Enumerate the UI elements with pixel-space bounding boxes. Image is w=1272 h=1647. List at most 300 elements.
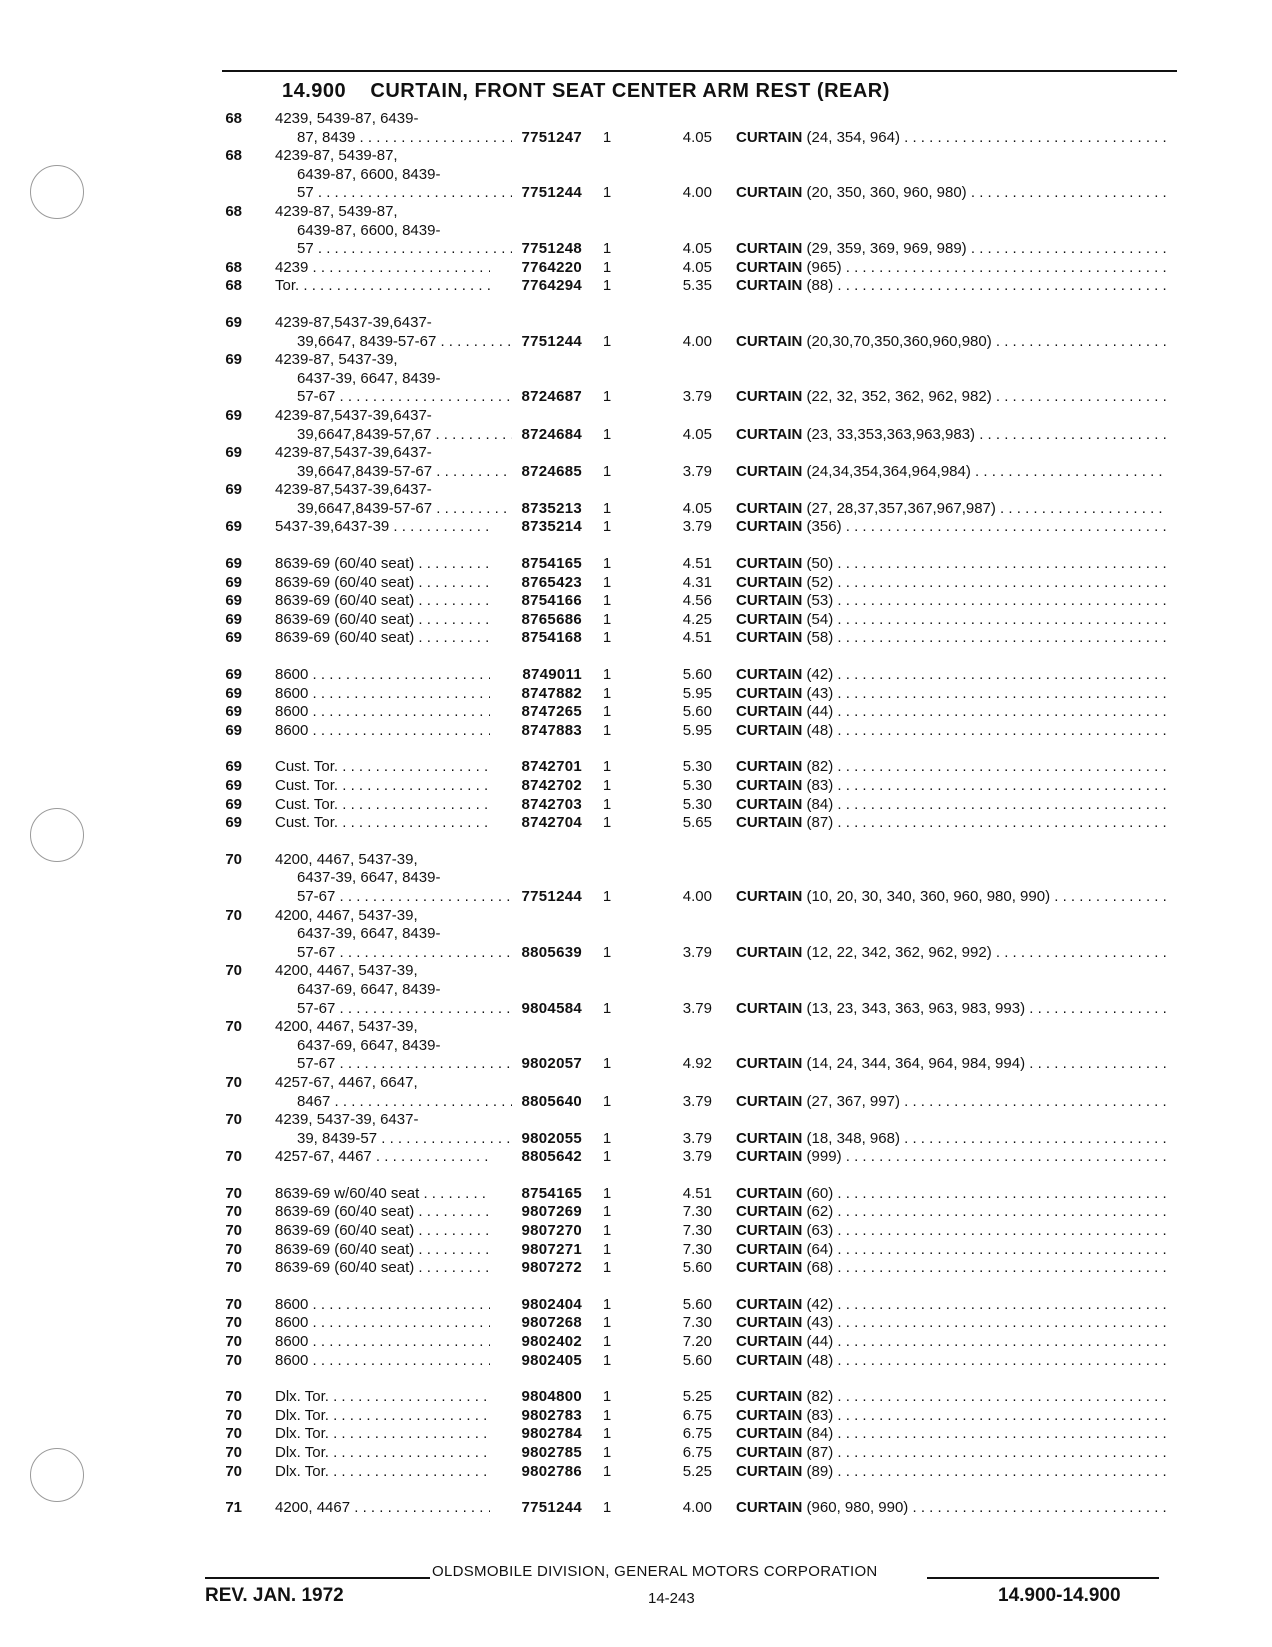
price-cell: 5.60 (682, 703, 712, 721)
table-row (0, 1037, 1272, 1056)
model-cell: 39, 8439-57 . . . (297, 1130, 512, 1149)
price-cell: 4.00 (682, 332, 712, 350)
part-number-cell: 8749011 (522, 666, 582, 684)
description-name: CURTAIN (736, 1351, 803, 1369)
year-cell: 70 (225, 962, 242, 980)
description-name: CURTAIN (736, 555, 803, 573)
group-spacer (0, 648, 1272, 666)
description-cell (736, 758, 1166, 777)
description-cell (736, 592, 1166, 611)
price-cell: 5.60 (682, 1259, 712, 1277)
year-cell: 69 (225, 684, 242, 702)
description-cell (736, 666, 1166, 685)
description-codes: (13, 23, 343, 363, 963, 983, 993) . . . (802, 1000, 1166, 1017)
quantity-cell: 1 (602, 795, 612, 813)
year-cell: 70 (225, 1148, 242, 1166)
price-cell: 4.51 (682, 555, 712, 573)
year-cell: 69 (225, 703, 242, 721)
price-cell: 4.25 (682, 610, 712, 628)
description-name: CURTAIN (736, 1333, 803, 1351)
description-cell (736, 944, 1166, 963)
year-cell: 69 (225, 555, 242, 573)
price-cell: 6.75 (682, 1444, 712, 1461)
section-range: 14.900-14.900 (998, 1585, 1121, 1606)
description-codes: (29, 359, 369, 969, 989) . . . (802, 240, 1166, 257)
price-cell: 5.65 (682, 814, 712, 832)
description-codes: (88) . . . (802, 277, 1166, 294)
description-name: CURTAIN (736, 703, 803, 721)
table-row (0, 962, 1272, 981)
price-cell: 4.56 (682, 592, 712, 610)
description-cell (736, 1444, 1166, 1463)
model-cell: Dlx. Tor. . . . (275, 1463, 490, 1482)
table-row (0, 1388, 1272, 1407)
part-number-cell: 7751247 (521, 128, 582, 146)
description-name: CURTAIN (736, 1055, 803, 1073)
table-row (0, 1463, 1272, 1482)
price-cell: 5.35 (682, 277, 712, 295)
part-number-cell: 8724687 (521, 388, 582, 406)
footer-rule-left (205, 1577, 430, 1579)
description-cell (736, 574, 1166, 593)
group-spacer (0, 1481, 1272, 1499)
year-cell: 71 (225, 1499, 242, 1517)
description-name: CURTAIN (736, 1148, 803, 1166)
part-number-cell: 8742703 (521, 795, 582, 813)
part-number-cell: 8754166 (521, 592, 582, 610)
model-cell: 4200, 4467, 5437-39, (275, 850, 418, 868)
quantity-cell: 1 (602, 332, 612, 350)
description-name: CURTAIN (736, 573, 803, 591)
description-name: CURTAIN (736, 128, 803, 146)
description-cell (736, 888, 1166, 907)
part-number-cell: 8742704 (521, 814, 582, 832)
model-cell: 8639-69 (60/40 seat) . . . (275, 592, 490, 611)
price-cell: 3.79 (682, 943, 712, 961)
model-cell: 39,6647,8439-57,67 . . . (297, 426, 512, 445)
description-codes: (83) . . . (802, 1407, 1166, 1424)
description-cell (736, 1185, 1166, 1204)
quantity-cell: 1 (602, 518, 612, 536)
model-cell: 4200, 4467, 5437-39, (275, 962, 418, 980)
group-spacer (0, 740, 1272, 758)
model-cell: 8639-69 (60/40 seat) . . . (275, 1203, 490, 1222)
table-row (0, 1185, 1272, 1204)
quantity-cell: 1 (602, 1351, 612, 1369)
year-cell: 69 (225, 721, 242, 739)
description-cell (736, 518, 1166, 537)
description-codes: (64) . . . (802, 1241, 1166, 1258)
description-codes: (43) . . . (802, 685, 1166, 702)
price-cell: 5.30 (682, 777, 712, 794)
table-row (0, 592, 1272, 611)
part-number-cell: 8724684 (521, 425, 582, 443)
description-cell (736, 426, 1166, 445)
part-number-cell: 9802786 (521, 1462, 582, 1480)
description-codes: (999) . . . (802, 1148, 1166, 1165)
table-row (0, 555, 1272, 574)
model-cell: Tor. . . . (275, 277, 490, 296)
year-cell: 68 (225, 147, 242, 165)
quantity-cell: 1 (602, 1222, 612, 1240)
description-name: CURTAIN (736, 1203, 803, 1221)
year-cell: 70 (225, 1240, 242, 1258)
description-cell (736, 1055, 1166, 1074)
quantity-cell: 1 (602, 128, 612, 146)
model-cell: 8600 . . . (275, 722, 490, 741)
group-spacer (0, 1370, 1272, 1388)
part-number-cell: 8754168 (521, 629, 582, 647)
description-codes: (22, 32, 352, 362, 962, 982) . . . (802, 388, 1166, 405)
description-cell (736, 1407, 1166, 1426)
part-number-cell: 9807271 (521, 1240, 582, 1258)
parts-list (0, 110, 1272, 1518)
table-row (0, 1018, 1272, 1037)
quantity-cell: 1 (602, 1092, 612, 1110)
price-cell: 4.00 (682, 887, 712, 905)
year-cell: 69 (225, 610, 242, 628)
table-row (0, 1222, 1272, 1241)
part-number-cell: 9802785 (521, 1444, 582, 1461)
price-cell: 4.51 (682, 1184, 712, 1202)
quantity-cell: 1 (602, 758, 612, 776)
quantity-cell: 1 (602, 1499, 612, 1517)
description-codes: (23, 33,353,363,963,983) . . . (802, 426, 1166, 443)
table-row (0, 869, 1272, 888)
year-cell: 70 (225, 1295, 242, 1313)
description-cell (736, 1222, 1166, 1241)
description-name: CURTAIN (736, 1462, 803, 1480)
price-cell: 7.30 (682, 1203, 712, 1221)
description-codes: (82) . . . (802, 1388, 1166, 1405)
table-row (0, 574, 1272, 593)
description-cell (736, 1296, 1166, 1315)
quantity-cell: 1 (602, 814, 612, 832)
part-number-cell: 9802057 (521, 1055, 582, 1073)
description-codes: (60) . . . (802, 1185, 1166, 1202)
description-codes: (44) . . . (802, 703, 1166, 720)
model-cell: 8639-69 (60/40 seat) . . . (275, 555, 490, 574)
price-cell: 5.25 (682, 1462, 712, 1480)
year-cell: 70 (225, 1111, 242, 1129)
table-row (0, 1314, 1272, 1333)
year-cell: 69 (225, 666, 242, 684)
table-row (0, 184, 1272, 203)
part-number-cell: 9807272 (521, 1259, 582, 1277)
year-cell: 69 (225, 592, 242, 610)
description-name: CURTAIN (736, 666, 803, 684)
year-cell: 70 (225, 1073, 242, 1091)
table-row (0, 796, 1272, 815)
description-name: CURTAIN (736, 1092, 803, 1110)
description-name: CURTAIN (736, 795, 803, 813)
quantity-cell: 1 (602, 258, 612, 276)
model-cell: 4200, 4467, 5437-39, (275, 1018, 418, 1036)
quantity-cell: 1 (602, 573, 612, 591)
quantity-cell: 1 (602, 1203, 612, 1221)
description-name: CURTAIN (736, 1499, 803, 1517)
part-number-cell: 7764294 (521, 277, 582, 295)
description-name: CURTAIN (736, 814, 803, 832)
price-cell: 4.00 (682, 184, 712, 202)
year-cell: 69 (225, 814, 242, 832)
part-number-cell: 9807270 (521, 1222, 582, 1240)
part-number-cell: 9802405 (521, 1351, 582, 1369)
description-name: CURTAIN (736, 425, 803, 443)
table-row (0, 426, 1272, 445)
year-cell: 70 (225, 1462, 242, 1480)
table-row (0, 944, 1272, 963)
page-number: 14-243 (648, 1590, 695, 1607)
description-codes: (960, 980, 990) . . . (802, 1499, 1166, 1516)
price-cell: 5.60 (682, 666, 712, 684)
description-name: CURTAIN (736, 499, 803, 517)
description-cell (736, 611, 1166, 630)
model-cell: 8467 . . . (297, 1093, 512, 1112)
year-cell: 68 (225, 277, 242, 295)
year-cell: 69 (225, 777, 242, 794)
price-cell: 4.05 (682, 499, 712, 517)
table-row (0, 925, 1272, 944)
table-row (0, 851, 1272, 870)
description-codes: (27, 28,37,357,367,967,987) . . . (802, 500, 1166, 517)
description-cell (736, 722, 1166, 741)
description-name: CURTAIN (736, 518, 803, 536)
table-row (0, 1093, 1272, 1112)
price-cell: 3.79 (682, 1129, 712, 1147)
quantity-cell: 1 (602, 703, 612, 721)
description-name: CURTAIN (736, 1295, 803, 1313)
description-cell (736, 555, 1166, 574)
description-codes: (53) . . . (802, 592, 1166, 609)
description-codes: (63) . . . (802, 1222, 1166, 1239)
model-cell: 8600 . . . (275, 666, 490, 685)
model-cell: 4239-87,5437-39,6437- (275, 444, 432, 462)
part-number-cell: 9802404 (521, 1295, 582, 1313)
description-cell (736, 463, 1166, 482)
part-number-cell: 7751244 (521, 332, 582, 350)
header-rule (222, 70, 1177, 72)
description-codes: (27, 367, 997) . . . (802, 1093, 1166, 1110)
footer-rule-right (927, 1577, 1159, 1579)
year-cell: 70 (225, 1259, 242, 1277)
quantity-cell: 1 (602, 1184, 612, 1202)
description-cell (736, 1130, 1166, 1149)
part-number-cell: 8724685 (521, 462, 582, 480)
part-number-cell: 8805639 (521, 943, 582, 961)
model-cell: Dlx. Tor. . . . (275, 1425, 490, 1444)
part-number-cell: 7751244 (521, 887, 582, 905)
table-row (0, 1000, 1272, 1019)
price-cell: 4.92 (682, 1055, 712, 1073)
description-name: CURTAIN (736, 1425, 803, 1443)
year-cell: 70 (225, 1444, 242, 1461)
year-cell: 69 (225, 795, 242, 813)
quantity-cell: 1 (602, 1259, 612, 1277)
quantity-cell: 1 (602, 592, 612, 610)
part-number-cell: 8735213 (521, 499, 582, 517)
description-codes: (87) . . . (802, 814, 1166, 831)
price-cell: 6.75 (682, 1406, 712, 1424)
table-row (0, 518, 1272, 537)
part-number-cell: 7751244 (521, 184, 582, 202)
model-cell: 8600 . . . (275, 703, 490, 722)
year-cell: 70 (225, 1351, 242, 1369)
table-row (0, 777, 1272, 796)
section-title: CURTAIN, FRONT SEAT CENTER ARM REST (REAR) (370, 80, 890, 102)
table-row (0, 722, 1272, 741)
quantity-cell: 1 (602, 1314, 612, 1332)
price-cell: 7.30 (682, 1222, 712, 1240)
description-cell (736, 1203, 1166, 1222)
table-row (0, 166, 1272, 185)
quantity-cell: 1 (602, 777, 612, 794)
price-cell: 3.79 (682, 1092, 712, 1110)
table-row (0, 240, 1272, 259)
table-row (0, 1130, 1272, 1149)
year-cell: 69 (225, 351, 242, 369)
year-cell: 70 (225, 1018, 242, 1036)
description-cell (736, 1425, 1166, 1444)
description-cell (736, 685, 1166, 704)
description-codes: (50) . . . (802, 555, 1166, 572)
group-spacer (0, 296, 1272, 314)
price-cell: 7.30 (682, 1314, 712, 1332)
description-cell (736, 333, 1166, 352)
model-cell: 39,6647,8439-57-67 . . . (297, 500, 512, 519)
model-cell: 4239-87,5437-39,6437- (275, 313, 432, 331)
quantity-cell: 1 (602, 610, 612, 628)
table-row (0, 888, 1272, 907)
description-name: CURTAIN (736, 684, 803, 702)
part-number-cell: 8754165 (521, 1184, 582, 1202)
description-codes: (48) . . . (802, 1352, 1166, 1369)
table-row (0, 1148, 1272, 1167)
description-cell (736, 1000, 1166, 1019)
model-cell: 8639-69 w/60/40 seat . . . (275, 1185, 490, 1204)
quantity-cell: 1 (602, 462, 612, 480)
quantity-cell: 1 (602, 684, 612, 702)
part-number-cell: 7764220 (521, 258, 582, 276)
description-cell (736, 814, 1166, 833)
year-cell: 70 (225, 1314, 242, 1332)
price-cell: 5.60 (682, 1295, 712, 1313)
price-cell: 5.25 (682, 1388, 712, 1406)
description-name: CURTAIN (736, 1240, 803, 1258)
price-cell: 3.79 (682, 1148, 712, 1166)
year-cell: 69 (225, 518, 242, 536)
table-row (0, 1259, 1272, 1278)
model-cell: 6437-39, 6647, 8439- (297, 869, 441, 887)
table-row (0, 277, 1272, 296)
description-cell (736, 184, 1166, 203)
model-cell: 57-67 . . . (297, 388, 512, 407)
description-cell (736, 1259, 1166, 1278)
description-codes: (87) . . . (802, 1444, 1166, 1461)
year-cell: 70 (225, 1333, 242, 1351)
part-number-cell: 8765686 (521, 610, 582, 628)
description-cell (736, 1241, 1166, 1260)
model-cell: Cust. Tor. . . . (275, 814, 490, 833)
description-cell (736, 1352, 1166, 1371)
model-cell: 8639-69 (60/40 seat) . . . (275, 1222, 490, 1241)
description-name: CURTAIN (736, 332, 803, 350)
description-cell (736, 796, 1166, 815)
description-name: CURTAIN (736, 1129, 803, 1147)
year-cell: 69 (225, 406, 242, 424)
part-number-cell: 9807269 (521, 1203, 582, 1221)
description-codes: (12, 22, 342, 362, 962, 992) . . . (802, 944, 1166, 961)
description-cell (736, 1314, 1166, 1333)
model-cell: 4239-87, 5439-87, (275, 202, 398, 220)
description-cell (736, 240, 1166, 259)
part-number-cell: 8747883 (521, 721, 582, 739)
price-cell: 5.30 (682, 758, 712, 776)
quantity-cell: 1 (602, 555, 612, 573)
part-number-cell: 8742701 (521, 758, 582, 776)
table-row (0, 1407, 1272, 1426)
year-cell: 70 (225, 906, 242, 924)
model-cell: Cust. Tor. . . . (275, 777, 490, 796)
part-number-cell: 8747882 (521, 684, 582, 702)
part-number-cell: 7751244 (521, 1499, 582, 1517)
price-cell: 7.20 (682, 1333, 712, 1351)
table-row (0, 314, 1272, 333)
model-cell: 8639-69 (60/40 seat) . . . (275, 629, 490, 648)
table-row (0, 388, 1272, 407)
table-row (0, 110, 1272, 129)
model-cell: 8639-69 (60/40 seat) . . . (275, 574, 490, 593)
description-name: CURTAIN (736, 1314, 803, 1332)
price-cell: 5.95 (682, 684, 712, 702)
table-row (0, 1055, 1272, 1074)
quantity-cell: 1 (602, 999, 612, 1017)
description-codes: (62) . . . (802, 1203, 1166, 1220)
description-codes: (42) . . . (802, 666, 1166, 683)
quantity-cell: 1 (602, 277, 612, 295)
table-row (0, 1111, 1272, 1130)
description-codes: (84) . . . (802, 1425, 1166, 1442)
part-number-cell: 8805642 (521, 1148, 582, 1166)
description-name: CURTAIN (736, 462, 803, 480)
part-number-cell: 9802784 (521, 1425, 582, 1443)
model-cell: 8639-69 (60/40 seat) . . . (275, 611, 490, 630)
description-name: CURTAIN (736, 240, 803, 258)
price-cell: 4.05 (682, 240, 712, 258)
part-number-cell: 8754165 (521, 555, 582, 573)
table-row (0, 1352, 1272, 1371)
year-cell: 69 (225, 481, 242, 499)
price-cell: 3.79 (682, 999, 712, 1017)
model-cell: 8600 . . . (275, 685, 490, 704)
table-row (0, 629, 1272, 648)
price-cell: 4.00 (682, 1499, 712, 1517)
model-cell: 6437-39, 6647, 8439- (297, 925, 441, 943)
description-codes: (24, 354, 964) . . . (802, 129, 1166, 146)
description-codes: (68) . . . (802, 1259, 1166, 1276)
table-row (0, 1203, 1272, 1222)
group-spacer (0, 833, 1272, 851)
model-cell: 4239-87,5437-39,6437- (275, 481, 432, 499)
description-codes: (18, 348, 968) . . . (802, 1130, 1166, 1147)
quantity-cell: 1 (602, 1240, 612, 1258)
model-cell: Dlx. Tor. . . . (275, 1407, 490, 1426)
year-cell: 70 (225, 850, 242, 868)
quantity-cell: 1 (602, 499, 612, 517)
model-cell: 4257-67, 4467 . . . (275, 1148, 490, 1167)
description-name: CURTAIN (736, 277, 803, 295)
description-cell (736, 703, 1166, 722)
